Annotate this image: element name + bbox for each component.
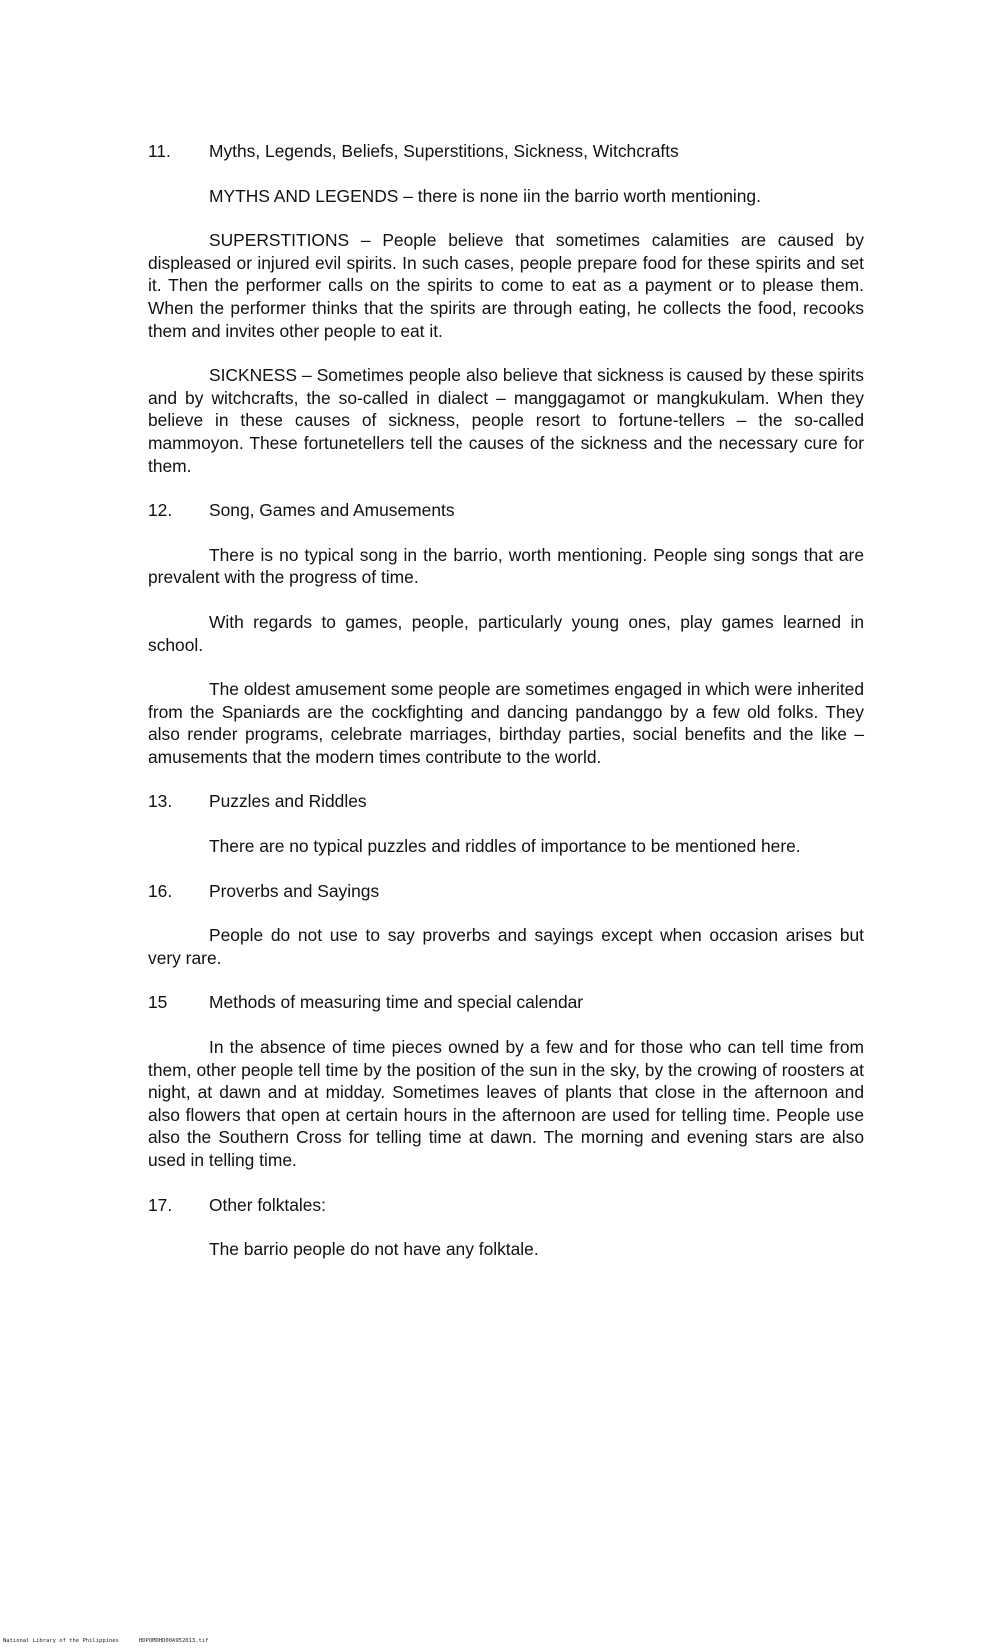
paragraph-puzzles: There are no typical puzzles and riddles of importance to be mentioned here. xyxy=(209,836,801,857)
paragraph-myths-legends: MYTHS AND LEGENDS – there is none iin the barrio worth mentioning. xyxy=(209,185,761,206)
scan-footer xyxy=(3,1638,208,1644)
section-heading xyxy=(148,991,864,1014)
section-15 xyxy=(148,991,864,1171)
paragraph-songs: There is no typical song in the barrio, worth mentioning. People sing songs that are prevalent with the progress of time. xyxy=(148,544,864,588)
section-11 xyxy=(148,140,864,477)
section-number: 12. xyxy=(148,500,173,521)
section-number: 17. xyxy=(148,1194,173,1215)
section-heading xyxy=(148,499,864,522)
section-title: Other folktales: xyxy=(209,1194,326,1215)
document-page xyxy=(148,140,864,1283)
paragraph-superstitions: SUPERSTITIONS – People believe that sometimes calamities are caused by displeased or injured evil spirits. In such cases, people prepare food for these spirits and set it. Then the performer calls on the spirits to come to eat as a payment or to please them. When the performer thinks that the spirits are through eating, he collects the food, recooks them and invites other people to eat it. xyxy=(148,230,864,341)
paragraph-proverbs: People do not use to say proverbs and sayings except when occasion arises but very rare. xyxy=(148,925,864,968)
section-13 xyxy=(148,790,864,857)
section-heading xyxy=(148,880,864,903)
section-title: Song, Games and Amusements xyxy=(209,500,455,521)
section-heading xyxy=(148,1194,864,1217)
paragraph-games: With regards to games, people, particularly young ones, play games learned in school. xyxy=(148,611,864,655)
paragraph-folktales: The barrio people do not have any folktale. xyxy=(209,1239,539,1260)
section-heading xyxy=(148,140,864,163)
section-title: Proverbs and Sayings xyxy=(209,880,380,901)
section-number: 15 xyxy=(148,992,168,1013)
section-12 xyxy=(148,499,864,768)
section-number: 13. xyxy=(148,791,173,812)
footer-code: HDPOMDHD00A952013.tif xyxy=(138,1638,209,1644)
section-title: Methods of measuring time and special calendar xyxy=(209,992,584,1013)
footer-library: National Library of the Philippines xyxy=(3,1638,119,1644)
section-16 xyxy=(148,880,864,970)
section-number: 11. xyxy=(148,141,171,161)
paragraph-sickness: SICKNESS – Sometimes people also believe that sickness is caused by these spirits and by witchcrafts, the so-called in dialect – manggagamot or mangkukulam. When they believe in these causes of sickness, people resort to fortune-tellers – the so-called mammoyon. These fortunetellers tell the causes of the sickness and the necessary cure for them. xyxy=(148,365,864,476)
section-title: Puzzles and Riddles xyxy=(209,791,367,812)
section-17 xyxy=(148,1194,864,1261)
section-title: Myths, Legends, Beliefs, Superstitions, Sickness, Witchcrafts xyxy=(209,141,679,161)
paragraph-amusements: The oldest amusement some people are sometimes engaged in which were inherited from the Spaniards are the cockfighting and dancing pandanggo by a few old folks. They also render programs, celebrate marriages, birthday parties, social benefits and the like – amusements that the modern times contribute to the world. xyxy=(148,679,864,767)
section-heading xyxy=(148,790,864,813)
section-number: 16. xyxy=(148,880,173,901)
paragraph-measuring-time: In the absence of time pieces owned by a few and for those who can tell time from them, other people tell time by the position of the sun in the sky, by the crowing of roosters at night, at dawn and at midday. Sometimes leaves of plants that close in the afternoon and also flowers that open at certain hours in the afternoon are used for telling time. People use also the Southern Cross for telling time at dawn. The morning and evening stars are also used in telling time. xyxy=(148,1037,864,1170)
